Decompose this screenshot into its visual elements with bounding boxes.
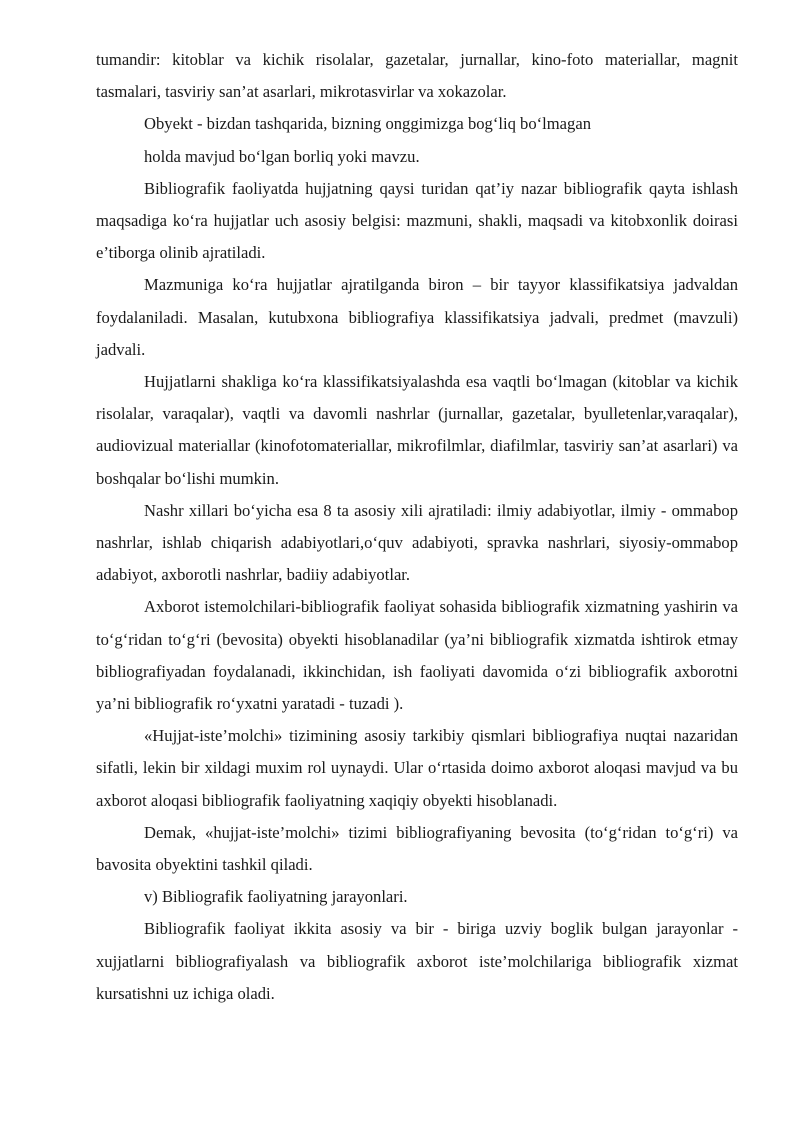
paragraph-object-definition-line-2: holda mavjud bo‘lgan borliq yoki mavzu. (144, 146, 420, 166)
paragraph-information-consumers: Axborot istemolchilari-bibliografik faoliyat sohasida bibliografik xizmatning yashirin va to‘g‘ridan to‘g‘ri (bevosita) obyekti hisoblanadilar (ya’ni bibliografik xizmatda ishtirok etmay bibliografiyadan foydalanadi, ikkinchidan, ish faoliyati davomida o‘zi bibliografik axborotni ya’ni bibliografik ro‘yxatni yaratadi - tuzadi ). (96, 597, 738, 714)
paragraph-document-consumer-system: «Hujjat-iste’molchi» tizimining asosiy tarkibiy qismlari bibliografiya nuqtai nazaridan sifatli, lekin bir xildagi muxim rol uynaydi. Ular o‘rtasida doimo axborot aloqasi mavjud va bu axborot aloqasi bibliografik faoliyatning xaqiqiy obyekti hisoblanadi. (96, 726, 738, 810)
paragraph-form-classification: Hujjatlarni shakliga ko‘ra klassifikatsiyalashda esa vaqtli bo‘lmagan (kitoblar va kichik risolalar, varaqalar), vaqtli va davomli nashrlar (jurnallar, gazetalar, byulletenlar,varaqalar), audiovizual materiallar (kinofotomateriallar, mikrofilmlar, diafilmlar, tasviriy san’at asarlari) va boshqalar bo‘lishi mumkin. (96, 372, 738, 488)
paragraph-publication-types: Nashr xillari bo‘yicha esa 8 ta asosiy xili ajratiladi: ilmiy adabiyotlar, ilmiy - ommabop nashrlar, ishlab chiqarish adabiyotlari,o‘quv adabiyoti, spravka nashrlari, siyosiy-ommabop adabiyot, axborotli nashrlar, badiiy adabiyotlar. (96, 500, 738, 585)
paragraph-content-classification: Mazmuniga ko‘ra hujjatlar ajratilganda biron – bir tayyor klassifikatsiya jadvaldan foydalaniladi. Masalan, kutubxona bibliografiya klassifikatsiya jadvali, predmet (mavzuli) jadvali. (96, 275, 738, 359)
paragraph-bibliographic-processes: Bibliografik faoliyat ikkita asosiy va bir - biriga uzviy boglik bulgan jarayonlar - xujjatlarni bibliografiyalash va bibliografik axborot iste’molchilariga bibliografik xizmat kursatishni uz ichiga oladi. (96, 919, 738, 1003)
paragraph-conclusion: Demak, «hujjat-iste’molchi» tizimi bibliografiyaning bevosita (to‘g‘ridan to‘g‘ri) va bavosita obyektini tashkil qiladi. (96, 822, 738, 875)
paragraph-object-definition-line-1: Obyekt - bizdan tashqarida, bizning onggimizga bog‘liq bo‘lmagan (144, 114, 591, 134)
paragraph-document-features: Bibliografik faoliyatda hujjatning qaysi turidan qat’iy nazar bibliografik qayta ishlash maqsadiga ko‘ra hujjatlar uch asosiy belgisi: mazmuni, shakli, maqsadi va kitobxonlik doirasi e’tiborga olinib ajratiladi. (96, 178, 738, 263)
paragraph-continuation: tumandir: kitoblar va kichik risolalar, gazetalar, jurnallar, kino-foto materiallar, magnit tasmalari, tasviriy san’at asarlari, mikrotasvirlar va xokazolar. (96, 50, 738, 102)
section-heading-processes: v) Bibliografik faoliyatning jarayonlari. (144, 887, 408, 907)
document-body (96, 44, 738, 1010)
